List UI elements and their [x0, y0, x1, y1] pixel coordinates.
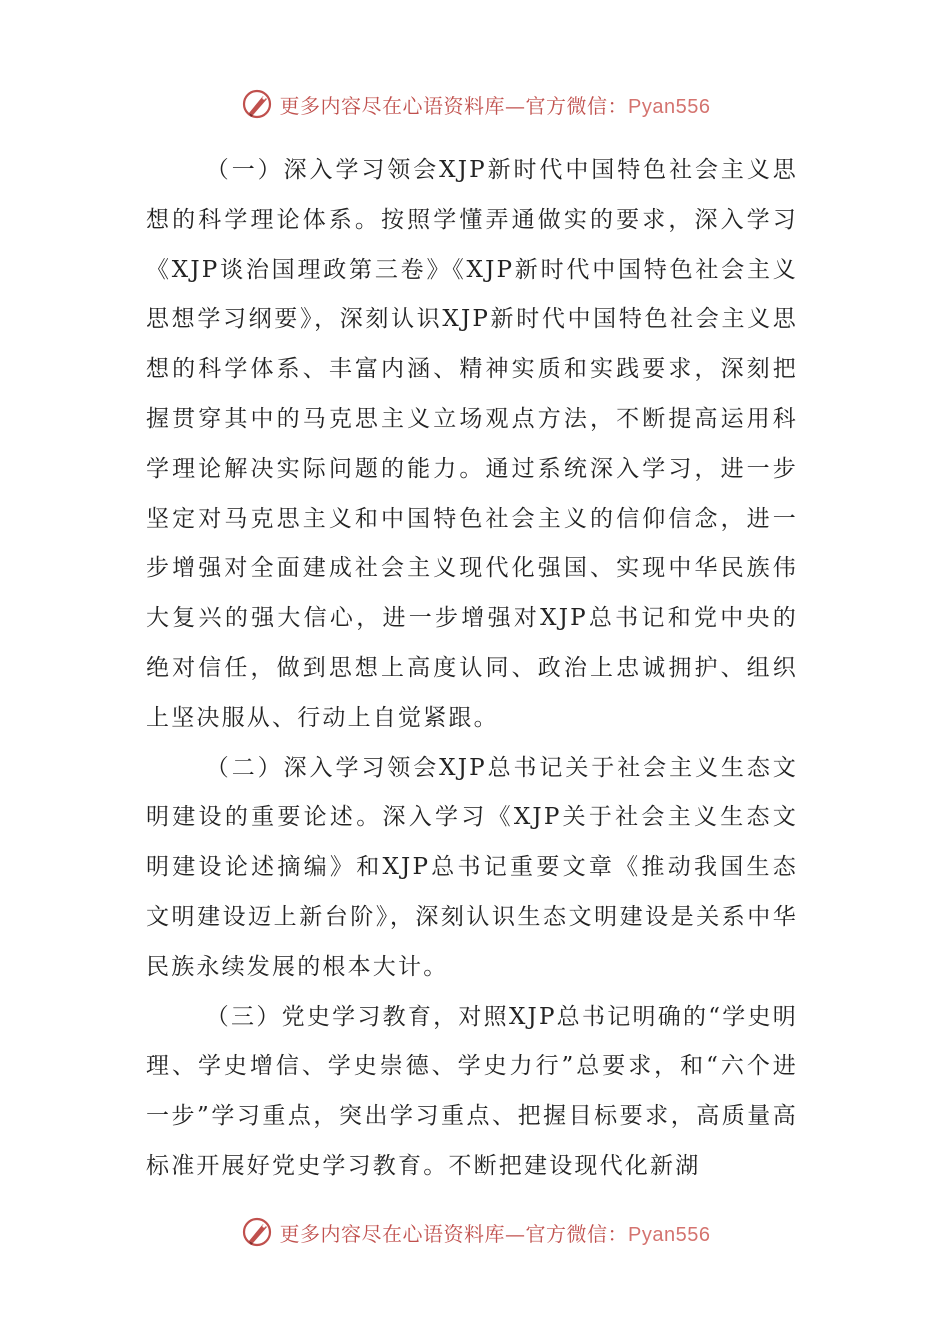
header-watermark	[0, 84, 950, 124]
paragraph-1: （一）深入学习领会XJP新时代中国特色社会主义思想的科学理论体系。按照学懂弄通做实的要求，深入学习《XJP谈治国理政第三卷》《XJP新时代中国特色社会主义思想学习纲要》，深刻认识XJP新时代中国特色社会主义思想的科学体系、丰富内涵、精神实质和实践要求，深刻把握贯穿其中的马克思主义立场观点方法，不断提高运用科学理论解决实际问题的能力。通过系统深入学习，进一步坚定对马克思主义和中国特色社会主义的信仰信念，进一步增强对全面建成社会主义现代化强国、实现中华民族伟大复兴的强大信心，进一步增强对XJP总书记和党中央的绝对信任，做到思想上高度认同、政治上忠诚拥护、组织上坚决服从、行动上自觉紧跟。	[146, 157, 798, 731]
paragraph-3: （三）党史学习教育，对照XJP总书记明确的“学史明理、学史增信、学史崇德、学史力行”总要求，和“六个进一步”学习重点，突出学习重点、把握目标要求，高质量高标准开展好党史学习教育。不断把建设现代化新湖	[146, 1003, 798, 1179]
watermark-text: 更多内容尽在心语资料库—官方微信：Pyan556	[279, 93, 711, 118]
pen-logo-icon	[240, 1215, 274, 1249]
footer-watermark	[0, 1212, 950, 1252]
pen-logo-icon	[240, 87, 274, 121]
paragraph-2: （二）深入学习领会XJP总书记关于社会主义生态文明建设的重要论述。深入学习《XJP关于社会主义生态文明建设论述摘编》和XJP总书记重要文章《推动我国生态文明建设迈上新台阶》，深刻认识生态文明建设是关系中华民族永续发展的根本大计。	[146, 754, 798, 980]
watermark-text: 更多内容尽在心语资料库—官方微信：Pyan556	[279, 1221, 711, 1246]
document-body	[146, 146, 798, 1196]
